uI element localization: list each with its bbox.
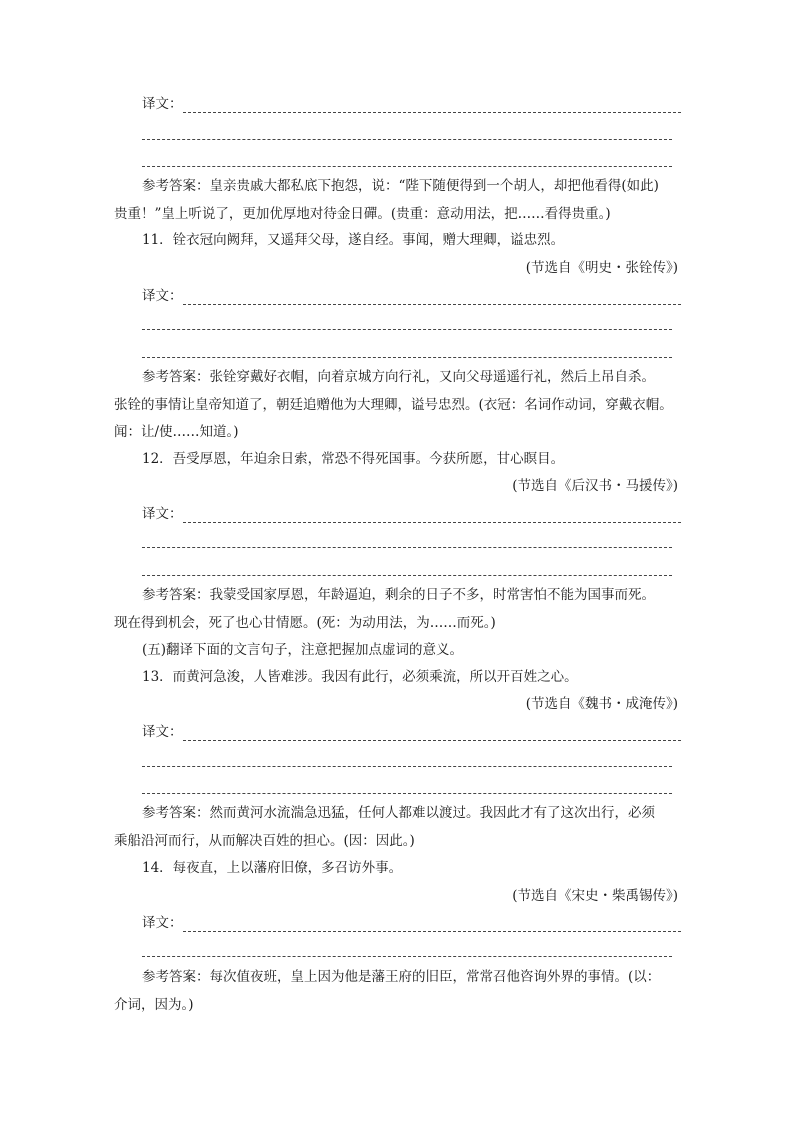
question-11: 11．铨衣冠向阙拜，又遥拜父母，遂自经。事闻，赠大理卿，谥忠烈。: [142, 232, 565, 248]
translation-label: 译文：: [142, 506, 183, 522]
reference-answer: 现在得到机会，死了也心甘情愿。(死：为动用法，为……而死。): [114, 615, 496, 631]
question-13-source: (节选自《魏书・成淹传》): [525, 696, 678, 712]
translation-label: 译文：: [142, 288, 183, 304]
reference-answer: 贵重！”皇上听说了，更加优厚地对待金日磾。(贵重：意动用法，把……看得贵重。): [114, 206, 611, 222]
answer-blank-line[interactable]: [142, 575, 672, 576]
question-12-source: (节选自《后汉书・马援传》): [512, 478, 678, 494]
answer-blank[interactable]: [183, 292, 681, 305]
reference-answer: 参考答案：皇亲贵戚大都私底下抱怨，说：“陛下随便得到一个胡人，却把他看得(如此): [142, 178, 659, 194]
reference-answer: 参考答案：每次值夜班，皇上因为他是藩王府的旧臣，常常召他咨询外界的事情。(以：: [142, 969, 661, 985]
reference-answer: 参考答案：张铨穿戴好衣帽，向着京城方向行礼，又向父母遥遥行礼，然后上吊自杀。: [142, 369, 655, 385]
translation-line: [142, 95, 681, 113]
translation-label: 译文：: [142, 96, 183, 112]
answer-blank-line[interactable]: [142, 357, 672, 358]
question-12: 12．吾受厚恩，年迫余日索，常恐不得死国事。今获所愿，甘心瞑目。: [142, 451, 565, 467]
answer-blank[interactable]: [183, 510, 681, 523]
translation-label: 译文：: [142, 915, 183, 931]
section-heading: (五)翻译下面的文言句子，注意把握加点虚词的意义。: [142, 642, 464, 658]
answer-blank-line[interactable]: [142, 166, 672, 167]
answer-blank[interactable]: [183, 728, 681, 741]
translation-line: [142, 723, 681, 741]
reference-answer: 参考答案：我蒙受国家厚恩，年龄逼迫，剩余的日子不多，时常害怕不能为国事而死。: [142, 587, 655, 603]
reference-answer: 张铨的事情让皇帝知道了，朝廷追赠他为大理卿，谥号忠烈。(衣冠：名词作动词，穿戴衣帽。: [114, 397, 673, 413]
translation-label: 译文：: [142, 724, 183, 740]
answer-blank[interactable]: [183, 919, 681, 932]
answer-blank-line[interactable]: [142, 139, 672, 140]
question-11-source: (节选自《明史・张铨传》): [525, 260, 678, 276]
answer-blank-line[interactable]: [142, 329, 672, 330]
answer-blank-line[interactable]: [142, 547, 672, 548]
translation-line: [142, 287, 681, 305]
translation-line: [142, 914, 681, 932]
reference-answer: 参考答案：然而黄河水流湍急迅猛，任何人都难以渡过。我因此才有了这次出行，必须: [142, 805, 655, 821]
answer-blank[interactable]: [183, 100, 681, 113]
reference-answer: 介词，因为。): [114, 997, 194, 1013]
answer-blank-line[interactable]: [142, 793, 672, 794]
translation-line: [142, 505, 681, 523]
question-13: 13．而黄河急浚，人皆难涉。我因有此行，必须乘流，所以开百姓之心。: [142, 669, 578, 685]
reference-answer: 闻：让/使……知道。): [114, 424, 239, 440]
answer-blank-line[interactable]: [142, 766, 672, 767]
question-14: 14．每夜直，上以藩府旧僚，多召访外事。: [142, 860, 403, 876]
answer-blank-line[interactable]: [142, 956, 672, 957]
reference-answer: 乘船沿河而行，从而解决百姓的担心。(因：因此。): [114, 833, 415, 849]
question-14-source: (节选自《宋史・柴禹锡传》): [512, 888, 678, 904]
